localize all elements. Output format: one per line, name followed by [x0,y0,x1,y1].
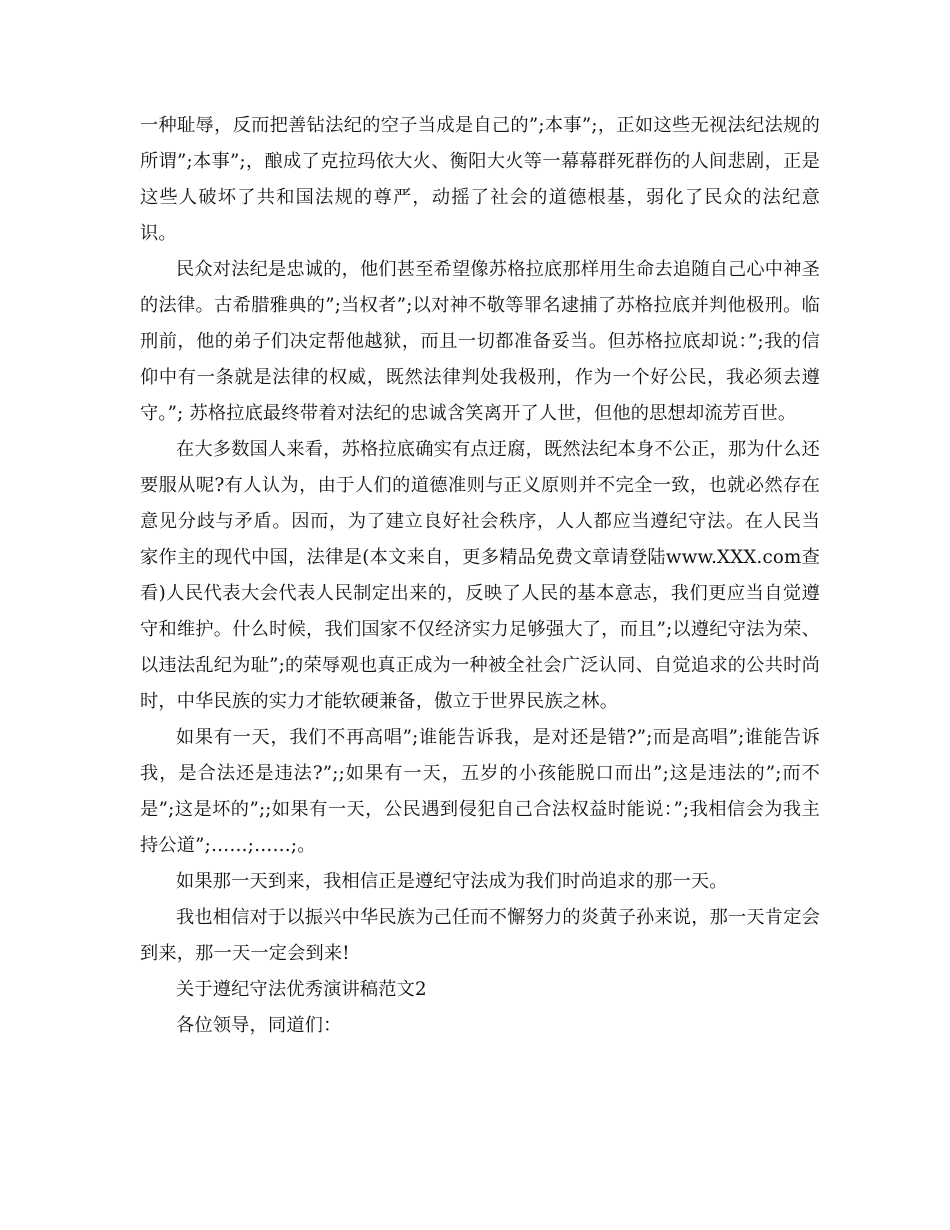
paragraph-3: 在大多数国人来看，苏格拉底确实有点迂腐，既然法纪本身不公正，那为什么还要服从呢?有人认为，由于人们的道德准则与正义原则并不完全一致，也就必然存在意见分歧与矛盾。因而，为了建立良好社会秩序，人人都应当遵纪守法。在人民当家作主的现代中国，法律是(本文来自，更多精品免费文章请登陆www.XXX.com查看)人民代表大会代表人民制定出来的，反映了人民的基本意志，我们更应当自觉遵守和维护。什么时候，我们国家不仅经济实力足够强大了，而且”;以遵纪守法为荣、以违法乱纪为耻”;的荣辱观也真正成为一种被全社会广泛认同、自觉追求的公共时尚时，中华民族的实力才能软硬兼备，傲立于世界民族之林。 [140,439,820,712]
salutation: 各位领导，同道们： [176,1015,342,1036]
paragraph-6: 我也相信对于以振兴中华民族为己任而不懈努力的炎黄子孙来说，那一天肯定会到来，那一天一定会到来! [140,907,820,964]
paragraph-5: 如果那一天到来，我相信正是遵纪守法成为我们时尚追求的那一天。 [176,871,728,892]
document-page [140,108,820,1044]
paragraph-1: 一种耻辱，反而把善钻法纪的空子当成是自己的”;本事”;，正如这些无视法纪法规的所谓”;本事”;，酿成了克拉玛依大火、衡阳大火等一幕幕群死群伤的人间悲剧，正是这些人破坏了共和国法规的尊严，动摇了社会的道德根基，弱化了民众的法纪意识。 [140,115,820,244]
paragraph-2: 民众对法纪是忠诚的，他们甚至希望像苏格拉底那样用生命去追随自己心中神圣的法律。古希腊雅典的”;当权者”;以对神不敬等罪名逮捕了苏格拉底并判他极刑。临刑前，他的弟子们决定帮他越狱，而且一切都准备妥当。但苏格拉底却说：”;我的信仰中有一条就是法律的权威，既然法律判处我极刑，作为一个好公民，我必须去遵守。”; 苏格拉底最终带着对法纪的忠诚含笑离开了人世，但他的思想却流芳百世。 [140,259,820,424]
paragraph-4: 如果有一天，我们不再高唱”;谁能告诉我，是对还是错?”;而是高唱”;谁能告诉我，是合法还是违法?”;;如果有一天，五岁的小孩能脱口而出”;这是违法的”;而不是”;这是坏的”;;如果有一天，公民遇到侵犯自己合法权益时能说：”;我相信会为我主持公道”;……;……;。 [140,727,820,856]
section-title: 关于遵纪守法优秀演讲稿范文2 [176,979,427,1000]
